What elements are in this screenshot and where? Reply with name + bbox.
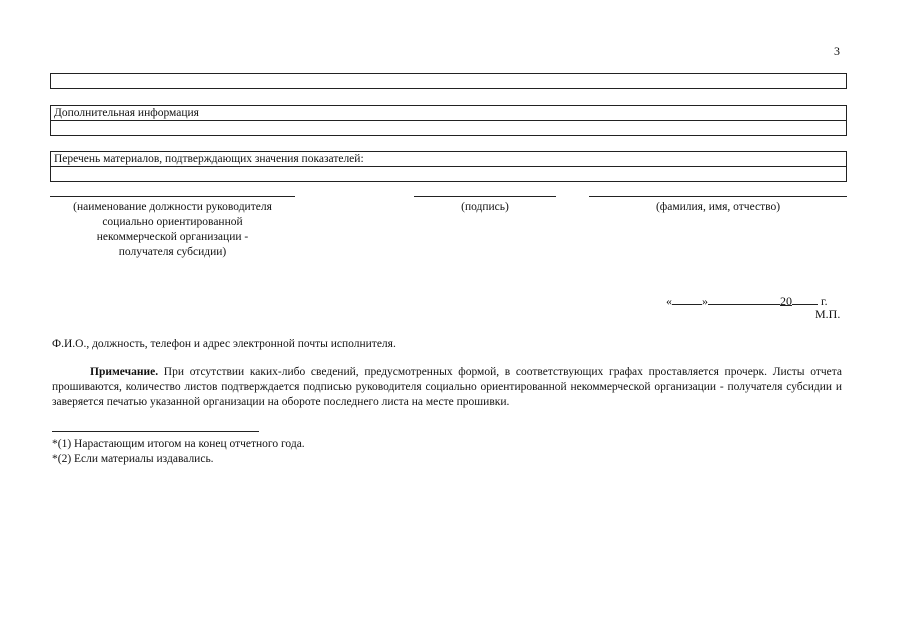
footnote-2: *(2) Если материалы издавались. bbox=[52, 453, 214, 465]
date-close-quote: » bbox=[702, 294, 708, 308]
materials-box bbox=[50, 151, 847, 182]
position-caption-line: некоммерческой организации - bbox=[96, 231, 249, 243]
position-caption-line: социально ориентированной bbox=[102, 216, 243, 228]
year-suffix: г. bbox=[821, 294, 828, 308]
materials-label: Перечень материалов, подтверждающих значения показателей: bbox=[51, 152, 846, 167]
executor-line: Ф.И.О., должность, телефон и адрес электронной почты исполнителя. bbox=[52, 338, 396, 350]
position-caption-line: получателя субсидии) bbox=[118, 246, 227, 258]
year-prefix: 20 bbox=[780, 294, 792, 308]
month-field[interactable] bbox=[708, 293, 780, 305]
position-caption bbox=[50, 200, 295, 260]
date-open-quote: « bbox=[666, 294, 672, 308]
day-field[interactable] bbox=[672, 293, 702, 305]
note-title: Примечание. bbox=[90, 366, 159, 378]
position-signature-line[interactable] bbox=[50, 196, 295, 197]
position-caption-line: (наименование должности руководителя bbox=[73, 201, 272, 213]
footnote-divider bbox=[52, 431, 259, 432]
year-field[interactable] bbox=[792, 293, 818, 305]
name-signature-line[interactable] bbox=[589, 196, 847, 197]
empty-field-box[interactable] bbox=[50, 73, 847, 89]
additional-info-field[interactable] bbox=[51, 121, 846, 135]
additional-info-label: Дополнительная информация bbox=[51, 106, 846, 121]
signature-line[interactable] bbox=[414, 196, 556, 197]
note-text: При отсутствии каких-либо сведений, предусмотренных формой, в соответствующих графах проставляется прочерк. Листы отчета прошиваются, количество листов подтверждается подписью руководителя социально ориентированной некоммерческой организации - получателя субсидии и заверяется печатью указанной организации на обороте последнего листа на месте прошивки. bbox=[52, 366, 843, 408]
materials-field[interactable] bbox=[51, 167, 846, 181]
additional-info-box bbox=[50, 105, 847, 136]
name-caption: (фамилия, имя, отчество) bbox=[655, 201, 781, 213]
stamp-label: М.П. bbox=[815, 307, 841, 321]
date-line bbox=[666, 293, 828, 309]
note-paragraph bbox=[52, 365, 842, 410]
signature-caption: (подпись) bbox=[461, 201, 509, 213]
footnote-1: *(1) Нарастающим итогом на конец отчетного года. bbox=[52, 438, 305, 450]
page-number: 3 bbox=[834, 44, 840, 58]
